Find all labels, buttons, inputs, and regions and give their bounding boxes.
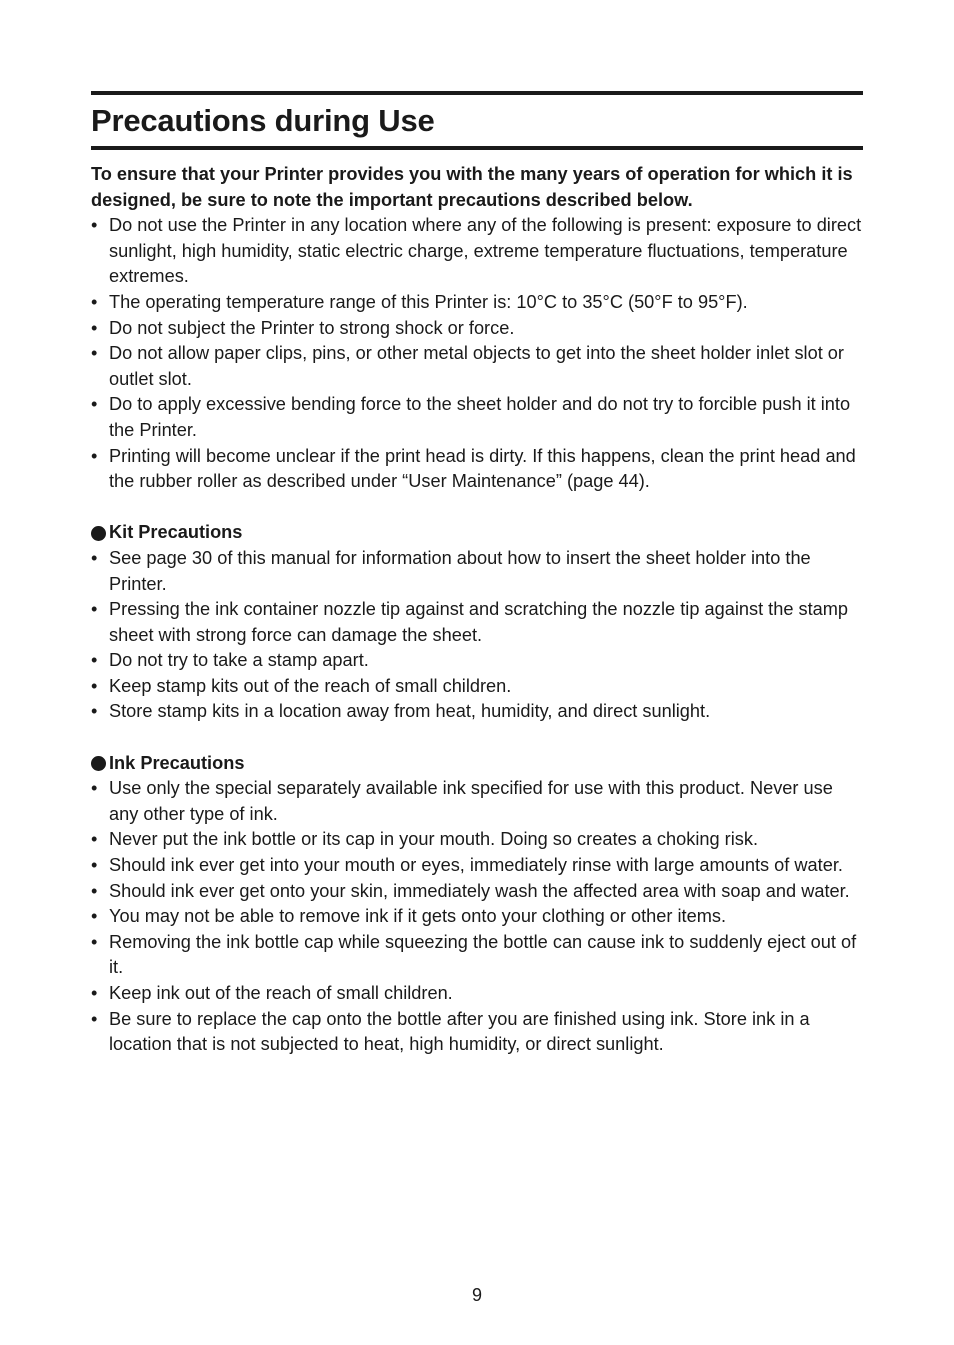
list-item [91,827,863,853]
ink-precautions-heading [91,751,863,777]
list-item-text: Pressing the ink container nozzle tip against and scratching the nozzle tip against the stamp sheet with strong force can damage the sheet. [109,599,849,645]
intro-paragraph: To ensure that your Printer provides you with the many years of operation for which it is designed, be sure to note the important precautions described below. [91,164,853,210]
bullet-icon: • [91,650,98,671]
section-heading-text: Kit Precautions [109,522,243,543]
title-block [91,91,863,150]
list-item-text: See page 30 of this manual for information about how to insert the sheet holder into the Printer. [109,547,811,594]
list-item [91,1007,863,1058]
kit-precautions-list [91,546,863,725]
list-item [91,699,863,725]
list-item [91,392,863,443]
list-item-text: Store stamp kits in a location away from heat, humidity, and direct sunlight. [109,701,711,722]
bullet-icon: • [91,547,98,568]
bullet-icon: • [91,829,98,850]
list-item [91,853,863,879]
bullet-icon: • [91,855,98,876]
page-number: 9 [471,1285,482,1305]
list-item [91,316,863,342]
bullet-icon: • [91,291,98,312]
list-item-text: The operating temperature range of this Printer is: 10°C to 35°C (50°F to 95°F). [109,291,748,312]
list-item-text: Printing will become unclear if the print head is dirty. If this happens, clean the print head and the rubber roller as described under “User Maintenance” (page 44). [109,445,856,492]
page-title: Precautions during Use [91,103,435,138]
list-item [91,213,863,290]
bullet-icon: • [91,931,98,952]
list-item [91,290,863,316]
bullet-icon: • [91,394,98,415]
list-item-text: Removing the ink bottle cap while squeezing the bottle can cause ink to suddenly eject out of it. [109,931,857,978]
bullet-icon: • [91,1008,98,1029]
list-item [91,879,863,905]
document-page [91,91,863,1058]
filled-circle-icon [91,756,106,771]
bullet-icon: • [91,906,98,927]
bullet-icon: • [91,343,98,364]
list-item-text: Be sure to replace the cap onto the bottle after you are finished using ink. Store ink in a location that is not subjected to heat, high humidity, or direct sunlight. [109,1008,810,1055]
ink-precautions-list [91,776,863,1058]
bullet-icon: • [91,317,98,338]
list-item-text: Do to apply excessive bending force to the sheet holder and do not try to forcible push it into the Printer. [109,394,851,440]
list-item-text: Keep ink out of the reach of small children. [109,983,453,1003]
list-item [91,904,863,930]
list-item-text: Should ink ever get into your mouth or eyes, immediately rinse with large amounts of water. [109,855,843,876]
list-item [91,930,863,981]
list-item-text: Use only the special separately available ink specified for use with this product. Never use any other type of ink. [109,778,833,824]
list-item [91,444,863,495]
bullet-icon: • [91,880,98,901]
bullet-icon: • [91,215,98,236]
list-item-text: Do not use the Printer in any location where any of the following is present: exposure to direct sunlight, high humidity, static electric charge, extreme temperature fluctuations, temperature extremes. [109,215,862,287]
bullet-icon: • [91,701,98,722]
list-item-text: Do not subject the Printer to strong shock or force. [109,317,515,338]
filled-circle-icon [91,526,106,541]
kit-precautions-heading [91,520,863,546]
bullet-icon: • [91,675,98,696]
bullet-icon: • [91,983,98,1003]
bullet-icon: • [91,599,98,620]
list-item [91,981,863,1007]
bullet-icon: • [91,445,98,466]
list-item [91,341,863,392]
list-item-text: You may not be able to remove ink if it gets onto your clothing or other items. [109,906,727,927]
general-precautions-list [91,213,863,495]
list-item [91,674,863,700]
list-item-text: Never put the ink bottle or its cap in your mouth. Doing so creates a choking risk. [109,829,759,850]
section-heading-text: Ink Precautions [109,752,245,773]
list-item [91,776,863,827]
list-item-text: Do not allow paper clips, pins, or other metal objects to get into the sheet holder inlet slot or outlet slot. [109,343,844,389]
list-item-text: Do not try to take a stamp apart. [109,650,369,671]
list-item [91,546,863,597]
list-item-text: Keep stamp kits out of the reach of small children. [109,675,512,696]
list-item-text: Should ink ever get onto your skin, immediately wash the affected area with soap and water. [109,880,850,901]
list-item [91,648,863,674]
bullet-icon: • [91,778,98,799]
list-item [91,597,863,648]
